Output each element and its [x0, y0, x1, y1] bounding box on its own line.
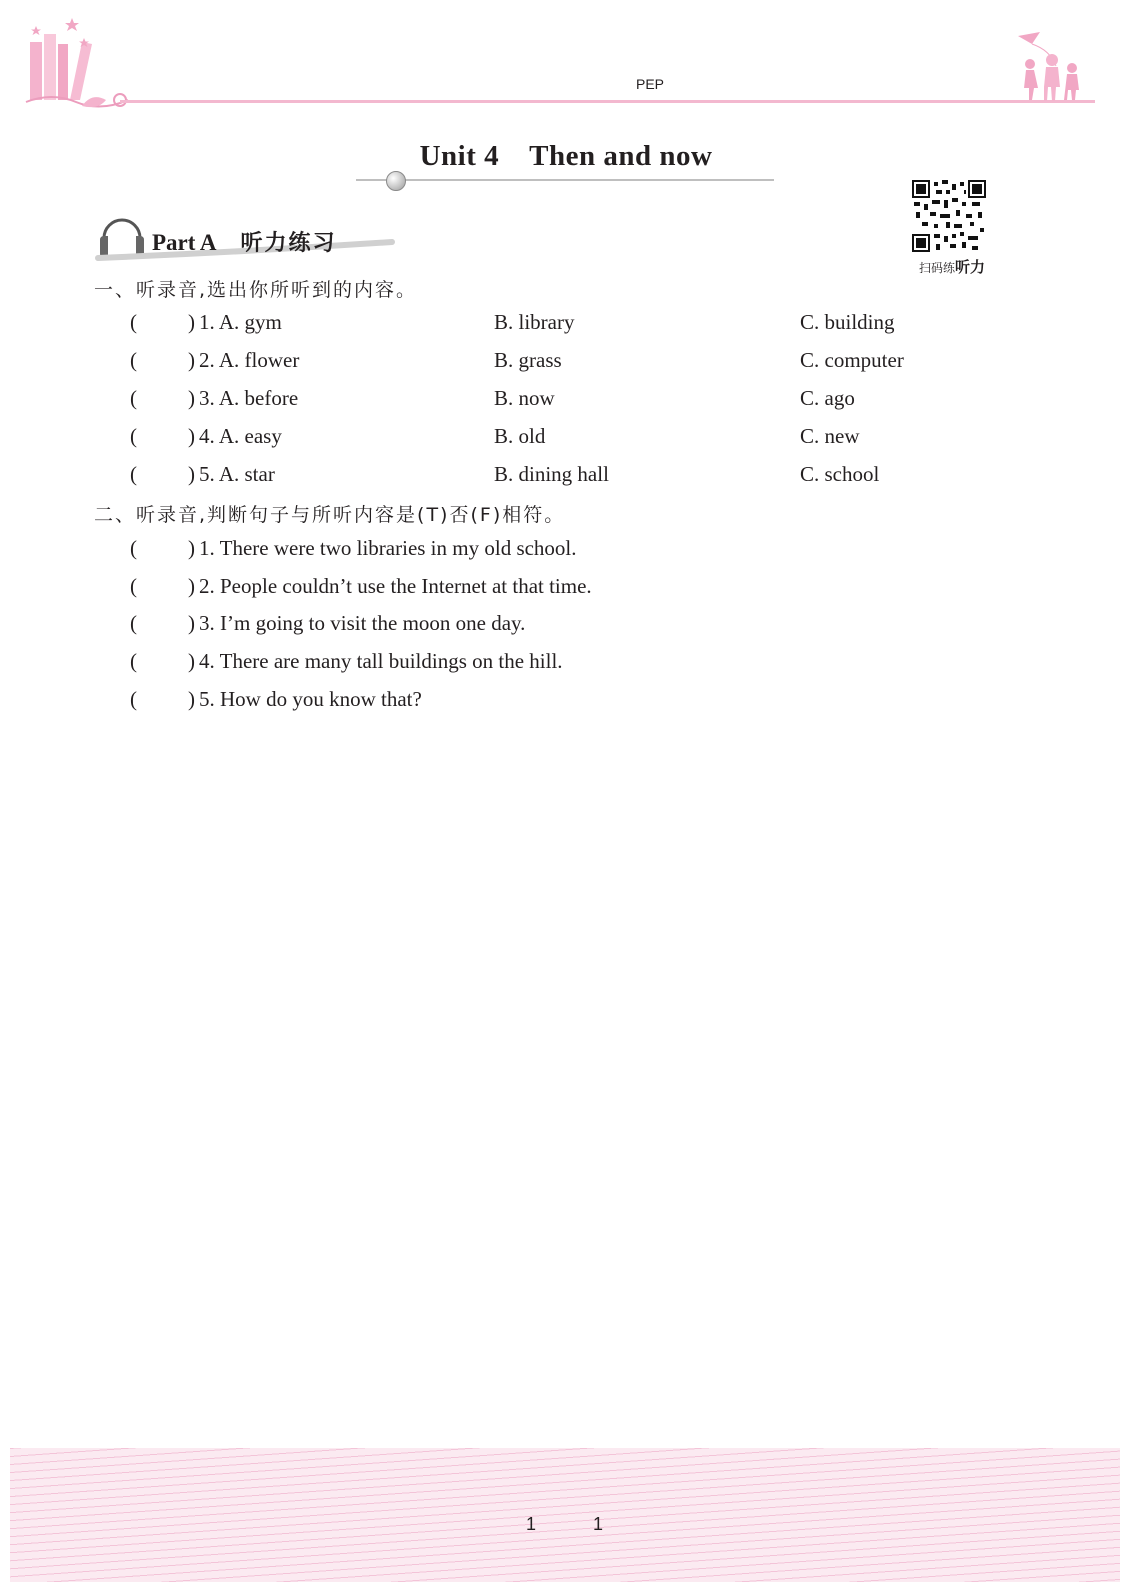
answer-blank-open[interactable]: ( — [130, 649, 137, 673]
option-c: C. new — [800, 424, 860, 448]
section-1-heading: 一、听录音,选出你所听到的内容。 — [94, 279, 418, 301]
statement-text: 3. I’m going to visit the moon one day. — [199, 611, 526, 635]
answer-blank-open[interactable]: ( — [130, 687, 137, 711]
header-rule — [120, 100, 1095, 103]
qr-caption — [902, 256, 1002, 277]
s2-question-3 — [0, 611, 1139, 641]
option-b: B. old — [494, 424, 546, 448]
option-a: 5. A. star — [199, 462, 275, 486]
s2-question-4 — [0, 649, 1139, 679]
option-c: C. computer — [800, 348, 904, 372]
page-number-right: 1 — [593, 1514, 604, 1534]
header-label: PEP — [635, 76, 664, 92]
qr-caption-prefix: 扫码练 — [918, 261, 955, 275]
unit-name: Then and now — [529, 140, 713, 172]
answer-blank-open[interactable]: ( — [130, 310, 137, 334]
unit-number: Unit 4 — [419, 140, 500, 172]
answer-blank-close: ) — [188, 310, 195, 334]
answer-blank-open[interactable]: ( — [130, 536, 137, 560]
s1-question-5 — [0, 462, 1139, 492]
option-b: B. library — [494, 310, 575, 334]
part-a-heading — [92, 212, 402, 262]
answer-blank-open[interactable]: ( — [130, 462, 137, 486]
title-underline — [356, 179, 774, 181]
statement-text: 1. There were two libraries in my old school. — [199, 536, 577, 560]
answer-blank-open[interactable]: ( — [130, 386, 137, 410]
option-b: B. dining hall — [494, 462, 609, 486]
unit-title — [356, 140, 776, 173]
statement-text: 2. People couldn’t use the Internet at that time. — [199, 574, 592, 598]
statement-text: 5. How do you know that? — [199, 687, 422, 711]
qr-code-icon[interactable] — [912, 180, 986, 252]
answer-blank-open[interactable]: ( — [130, 574, 137, 598]
option-a: 3. A. before — [199, 386, 299, 410]
answer-blank-close: ) — [188, 687, 195, 711]
answer-blank-close: ) — [188, 348, 195, 372]
s2-question-1 — [0, 536, 1139, 566]
s1-question-1 — [0, 310, 1139, 340]
answer-blank-open[interactable]: ( — [130, 611, 137, 635]
option-c: C. ago — [800, 386, 855, 410]
option-c: C. school — [800, 462, 880, 486]
option-a: 2. A. flower — [199, 348, 300, 372]
answer-blank-open[interactable]: ( — [130, 348, 137, 372]
answer-blank-close: ) — [188, 649, 195, 673]
answer-blank-close: ) — [188, 536, 195, 560]
page-number-left: 1 — [526, 1514, 537, 1534]
answer-blank-close: ) — [188, 611, 195, 635]
s1-question-4 — [0, 424, 1139, 454]
answer-blank-open[interactable]: ( — [130, 424, 137, 448]
part-cn-title: 听力练习 — [240, 231, 337, 256]
title-bullet-icon — [386, 171, 406, 191]
section-2-heading: 二、听录音,判断句子与所听内容是(T)否(F)相符。 — [94, 504, 566, 526]
option-b: B. now — [494, 386, 555, 410]
header-children-kite-decoration — [1010, 30, 1090, 109]
answer-blank-close: ) — [188, 574, 195, 598]
option-a: 4. A. easy — [199, 424, 282, 448]
option-a: 1. A. gym — [199, 310, 282, 334]
s2-question-2 — [0, 574, 1139, 604]
s1-question-3 — [0, 386, 1139, 416]
footer-wave-band — [10, 1448, 1120, 1582]
option-b: B. grass — [494, 348, 562, 372]
qr-caption-bold: 听力 — [955, 258, 986, 276]
s1-question-2 — [0, 348, 1139, 378]
part-label: Part A — [152, 230, 217, 255]
s2-question-5 — [0, 687, 1139, 717]
statement-text: 4. There are many tall buildings on the hill. — [199, 649, 563, 673]
answer-blank-close: ) — [188, 386, 195, 410]
header-books-decoration — [22, 14, 134, 123]
option-c: C. building — [800, 310, 895, 334]
answer-blank-close: ) — [188, 424, 195, 448]
answer-blank-close: ) — [188, 462, 195, 486]
